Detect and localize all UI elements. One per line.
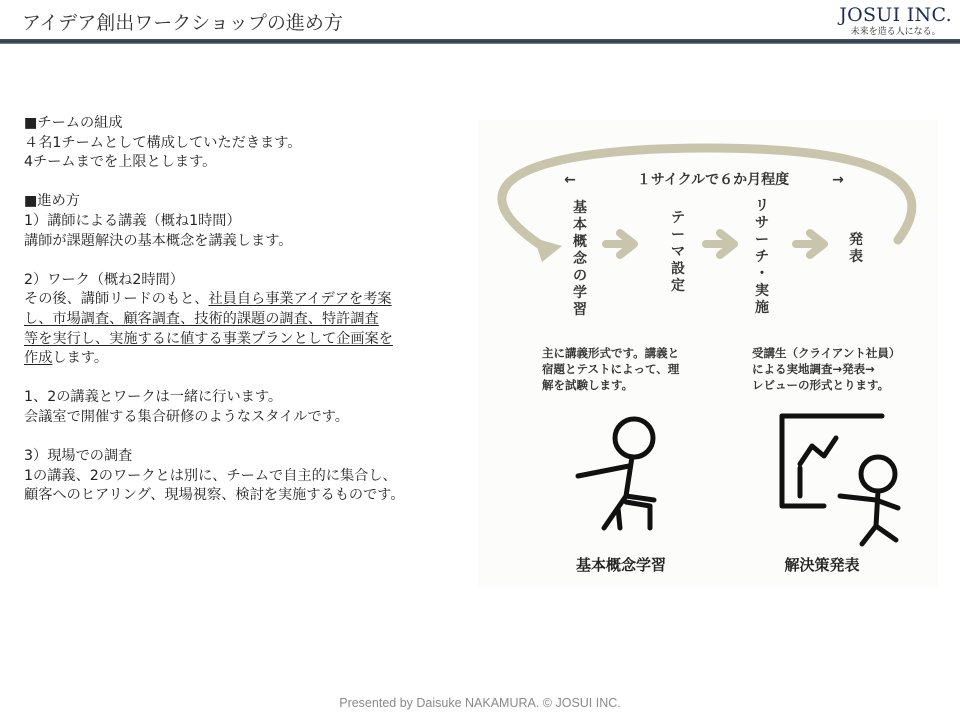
stage-label-char: 学 bbox=[573, 285, 587, 301]
stage-label-char: 実 bbox=[755, 283, 769, 299]
lecture-desc: 主に講義形式です。講義と bbox=[542, 346, 680, 360]
stage-label-char: ー bbox=[671, 227, 685, 243]
chevron-arrow bbox=[606, 233, 634, 255]
stage-label-char: チ bbox=[755, 249, 769, 265]
brand-tagline: 未来を造る人になる。 bbox=[850, 27, 941, 37]
stage-label-char: 表 bbox=[849, 249, 863, 265]
step1-desc: 講師が課題解決の基本概念を講義します。 bbox=[24, 232, 293, 249]
team-heading: ■チームの組成 bbox=[24, 115, 123, 131]
spacer bbox=[24, 251, 494, 271]
workshop-cycle-figure bbox=[478, 120, 938, 588]
step2-underlined-text: 作成 bbox=[24, 350, 53, 367]
combined-note: 会議室で開催する集合研修のようなスタイルです。 bbox=[24, 408, 349, 425]
stage-label-char: 基 bbox=[573, 200, 587, 216]
stage-basic-concept-learning bbox=[573, 199, 588, 318]
chevron-arrow bbox=[796, 233, 824, 255]
spacer bbox=[24, 369, 494, 389]
caption-basic-concept-learning: 基本概念学習 bbox=[575, 556, 667, 574]
step2-underlined-text: し、市場調査、顧客調査、技術的課題の調査、特許調査 bbox=[24, 310, 379, 327]
cycle-loop-arrowhead bbox=[534, 238, 562, 262]
body-text bbox=[24, 114, 494, 506]
spacer bbox=[24, 173, 494, 193]
stage-label-char: ー bbox=[755, 232, 769, 248]
presenter-board-icon bbox=[782, 416, 898, 544]
stage-label-char: サ bbox=[755, 215, 769, 231]
stage-presentation bbox=[849, 231, 863, 265]
stage-label-char: テ bbox=[671, 210, 685, 226]
brand-logo bbox=[839, 4, 952, 38]
stage-label-char: マ bbox=[671, 244, 685, 260]
stage-label-char: 設 bbox=[671, 261, 685, 277]
stage-theme-setting bbox=[671, 210, 685, 294]
flow-heading: ■進め方 bbox=[24, 193, 80, 210]
stage-label-char: 概 bbox=[573, 234, 587, 250]
brand-name: JOSUI INC. bbox=[839, 4, 952, 26]
step2-title: 2）ワーク（概ね2時間） bbox=[24, 271, 184, 288]
spacer bbox=[24, 428, 494, 448]
step3-desc: 顧客へのヒアリング、現場視察、検討を実施するものです。 bbox=[24, 487, 405, 504]
stage-label-char: リ bbox=[755, 198, 769, 214]
step1-title: 1）講師による講義（概ね1時間） bbox=[24, 212, 241, 229]
step2-plain-text: します。 bbox=[52, 350, 109, 367]
team-line: 4チームまでを上限とします。 bbox=[24, 154, 217, 171]
student-figure-icon bbox=[578, 419, 654, 528]
caption-solution-presentation: 解決策発表 bbox=[784, 556, 860, 574]
team-line: ４名1チームとして構成していただきます。 bbox=[24, 134, 302, 151]
stage-label-char: ・ bbox=[755, 266, 769, 282]
presentation-desc: レビューの形式とります。 bbox=[752, 378, 890, 392]
slide-footer: Presented by Daisuke NAKAMURA. © JOSUI INC. bbox=[339, 696, 621, 710]
stage-label-char: 本 bbox=[573, 217, 587, 233]
step3-title: 3）現場での調査 bbox=[24, 448, 133, 465]
stage-label-char: 定 bbox=[671, 278, 685, 294]
slide-header bbox=[0, 0, 960, 44]
cycle-label: １サイクルで６か月程度 bbox=[636, 172, 790, 188]
step2-underlined-text: 等を実行し、実施するに値する事業プランとして企画案を bbox=[24, 330, 393, 347]
stage-label-char: 施 bbox=[755, 300, 769, 316]
lecture-desc: 解を試験します。 bbox=[542, 378, 634, 392]
stage-research-execution bbox=[755, 198, 769, 316]
presentation-desc: 受講生（クライアント社員） bbox=[752, 346, 901, 360]
step2-desc-line bbox=[24, 349, 494, 369]
page-title: アイデア創出ワークショップの進め方 bbox=[22, 12, 343, 34]
step2-underlined-text: 社員自ら事業アイデアを考案 bbox=[208, 291, 392, 308]
chevron-arrow bbox=[706, 233, 734, 255]
header-divider bbox=[0, 39, 960, 44]
stage-label-char: の bbox=[573, 268, 587, 284]
stage-label-char: 発 bbox=[849, 232, 863, 248]
presentation-desc: による実地調査→発表→ bbox=[752, 362, 875, 376]
step2-desc-line bbox=[24, 330, 494, 350]
lecture-desc: 宿題とテストによって、理 bbox=[542, 362, 680, 376]
step3-desc: 1の講義、2のワークとは別に、チームで自主的に集合し、 bbox=[24, 467, 397, 484]
stage-label-char: 念 bbox=[573, 251, 587, 267]
workshop-cycle-diagram bbox=[478, 120, 938, 588]
cycle-right-arrow: → bbox=[832, 172, 844, 188]
cycle-left-arrow: ← bbox=[564, 172, 576, 188]
step2-plain-text: その後、講師リードのもと、 bbox=[24, 291, 209, 308]
step2-desc-line bbox=[24, 290, 494, 310]
stage-label-char: 習 bbox=[573, 302, 587, 318]
combined-note: 1、2の講義とワークは一緒に行います。 bbox=[24, 389, 283, 406]
step2-desc-line bbox=[24, 310, 494, 330]
